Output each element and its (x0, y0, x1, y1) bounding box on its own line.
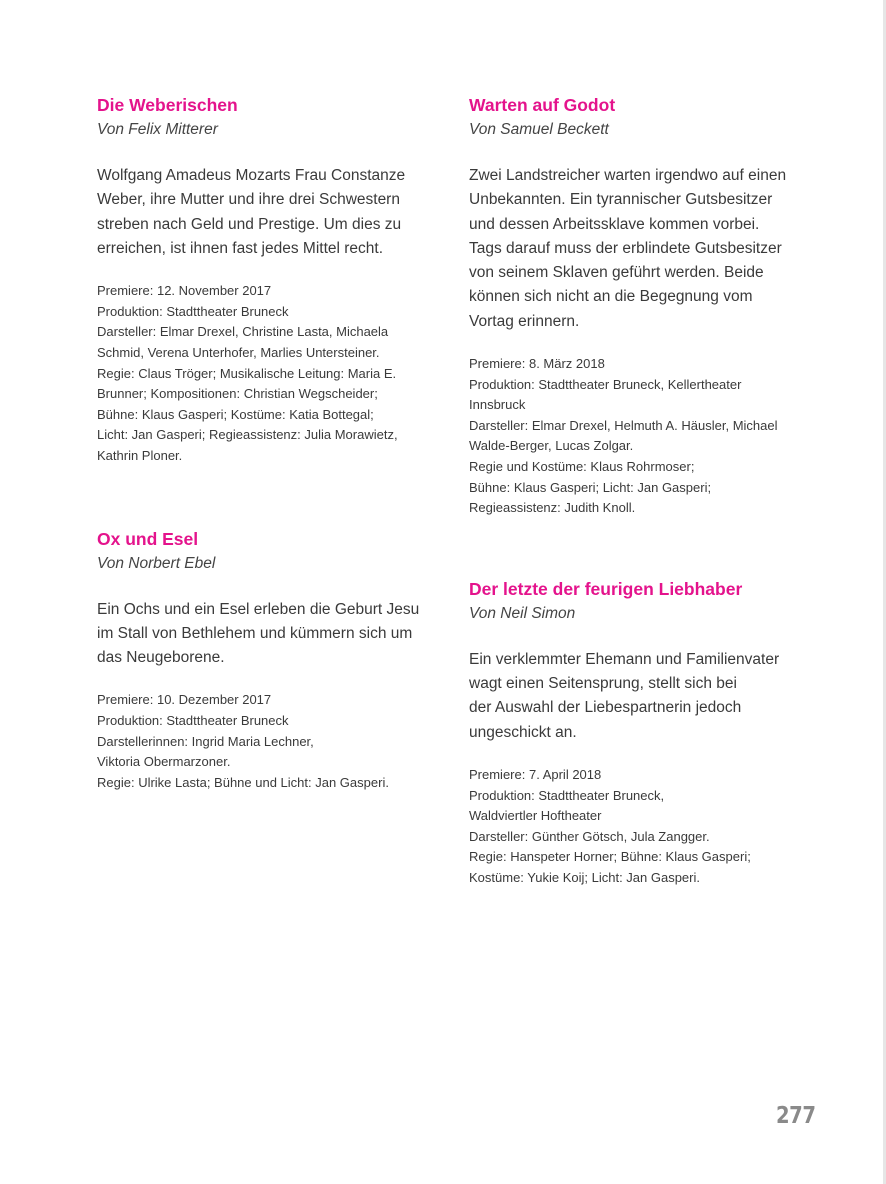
description-line: und dessen Arbeitssklave kommen vorbei. (469, 215, 760, 233)
credit-line: Produktion: Stadttheater Bruneck (97, 303, 289, 319)
credit-line: Regieassistenz: Judith Knoll. (469, 500, 636, 516)
credit-line: Premiere: 7. April 2018 (469, 767, 602, 783)
right-column (469, 93, 814, 889)
play-description (469, 164, 814, 334)
play-title: Die Weberischen (97, 95, 238, 115)
credit-line: Premiere: 12. November 2017 (97, 283, 272, 299)
description-line: Ein Ochs und ein Esel erleben die Geburt Jesu (97, 600, 420, 618)
credit-line: Kostüme: Yukie Koij; Licht: Jan Gasperi. (469, 869, 700, 885)
left-column (97, 93, 437, 793)
play-entry (469, 577, 814, 889)
play-author: Von Neil Simon (469, 604, 576, 622)
description-line: können sich nicht an die Begegnung vom (469, 288, 753, 306)
description-line: streben nach Geld und Prestige. Um dies zu (97, 215, 402, 233)
play-title: Warten auf Godot (469, 95, 616, 115)
credit-line: Regie: Hanspeter Horner; Bühne: Klaus Gasperi; (469, 849, 751, 865)
credit-line: Walde-Berger, Lucas Zolgar. (469, 438, 634, 454)
play-title: Ox und Esel (97, 528, 199, 549)
play-entry (97, 93, 437, 467)
play-description (469, 648, 814, 745)
description-line: von seinem Sklaven geführt werden. Beide (469, 264, 764, 282)
description-line: Vortag erinnern. (469, 312, 580, 330)
description-line: Zwei Landstreicher warten irgendwo auf einen (469, 167, 787, 184)
credit-line: Darsteller: Günther Götsch, Jula Zangger. (469, 828, 710, 844)
description-line: der Auswahl der Liebespartnerin jedoch (469, 699, 742, 717)
description-line: Unbekannten. Ein tyrannischer Gutsbesitzer (469, 191, 773, 209)
credit-line: Produktion: Stadttheater Bruneck (97, 713, 289, 729)
credit-line: Innsbruck (469, 397, 526, 413)
play-entry (97, 527, 437, 794)
credit-line: Darstellerinnen: Ingrid Maria Lechner, (97, 733, 314, 749)
play-entry (469, 93, 814, 519)
play-author: Von Felix Mitterer (97, 121, 218, 138)
credit-line: Brunner; Kompositionen: Christian Wegscheider; (97, 386, 378, 402)
credit-line: Licht: Jan Gasperi; Regieassistenz: Julia Morawietz, (97, 427, 398, 443)
credit-line: Produktion: Stadttheater Bruneck, Kellertheater (469, 376, 742, 392)
play-credits (469, 765, 814, 889)
credit-line: Premiere: 10. Dezember 2017 (97, 692, 272, 708)
play-author: Von Norbert Ebel (97, 554, 216, 572)
credit-line: Bühne: Klaus Gasperi; Kostüme: Katia Bottegal; (97, 406, 374, 422)
credit-line: Produktion: Stadttheater Bruneck, (469, 787, 665, 803)
page-number: 277 (776, 1103, 816, 1129)
play-credits (469, 354, 814, 519)
description-line: Tags darauf muss der erblindete Gutsbesitzer (469, 239, 782, 257)
description-line: ungeschickt an. (469, 723, 577, 741)
play-credits (97, 281, 437, 466)
credit-line: Regie: Claus Tröger; Musikalische Leitung: Maria E. (97, 365, 397, 381)
credit-line: Viktoria Obermarzoner. (97, 754, 231, 770)
description-line: Ein verklemmter Ehemann und Familienvater (469, 650, 780, 668)
description-line: Wolfgang Amadeus Mozarts Frau Constanze (97, 167, 406, 184)
credit-line: Darsteller: Elmar Drexel, Helmuth A. Häusler, Michael (469, 417, 778, 433)
credit-line: Bühne: Klaus Gasperi; Licht: Jan Gasperi; (469, 479, 712, 495)
play-title: Der letzte der feurigen Liebhaber (469, 578, 743, 599)
description-line: erreichen, ist ihnen fast jedes Mittel recht. (97, 239, 384, 257)
description-line: das Neugeborene. (97, 649, 225, 667)
description-line: im Stall von Bethlehem und kümmern sich um (97, 624, 413, 642)
play-author: Von Samuel Beckett (469, 121, 609, 138)
credit-line: Premiere: 8. März 2018 (469, 356, 605, 372)
credit-line: Darsteller: Elmar Drexel, Christine Lasta, Michaela (97, 324, 389, 340)
credit-line: Waldviertler Hoftheater (469, 808, 602, 824)
credit-line: Regie: Ulrike Lasta; Bühne und Licht: Jan Gasperi. (97, 774, 389, 790)
description-line: wagt einen Seitensprung, stellt sich bei (469, 675, 737, 693)
description-line: Weber, ihre Mutter und ihre drei Schwestern (97, 191, 400, 209)
play-credits (97, 690, 437, 793)
play-description (97, 164, 437, 261)
credit-line: Regie und Kostüme: Klaus Rohrmoser; (469, 459, 695, 475)
play-description (97, 598, 437, 671)
credit-line: Schmid, Verena Unterhofer, Marlies Untersteiner. (97, 344, 380, 360)
credit-line: Kathrin Ploner. (97, 447, 183, 463)
